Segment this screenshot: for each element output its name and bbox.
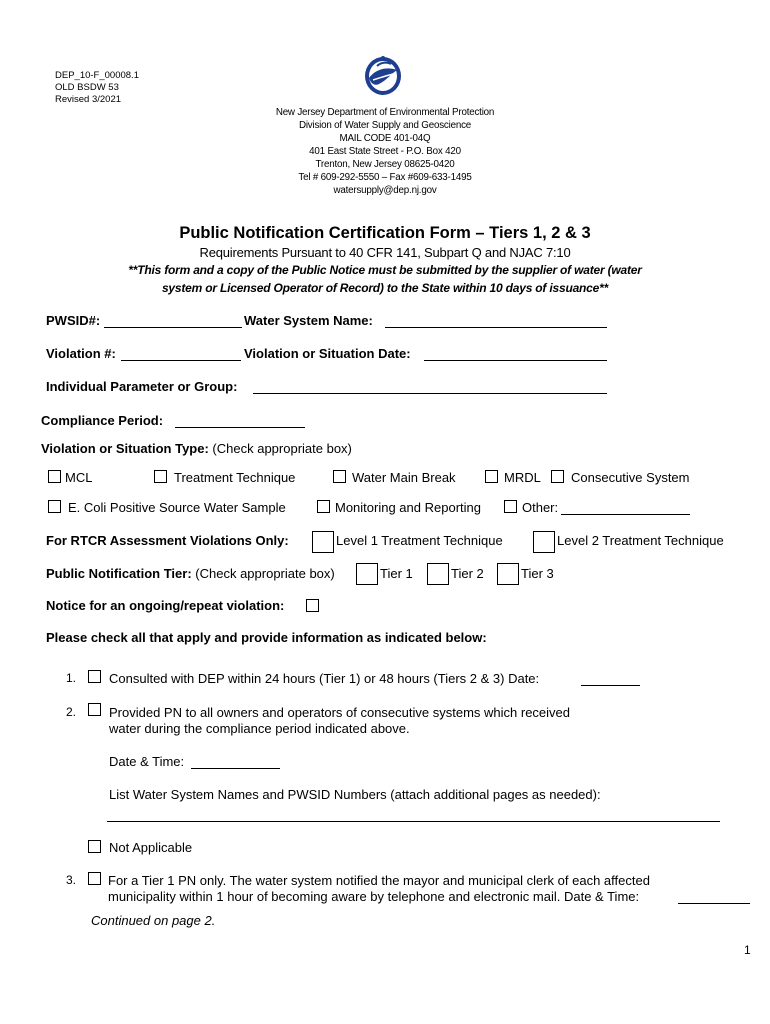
parameter-label: Individual Parameter or Group:	[46, 379, 238, 394]
pwsid-label: PWSID#:	[46, 313, 101, 328]
monitoring-reporting-label: Monitoring and Reporting	[335, 500, 481, 515]
mrdl-checkbox[interactable]	[485, 470, 498, 483]
item2-checkbox[interactable]	[88, 703, 101, 716]
ecoli-checkbox[interactable]	[48, 500, 61, 513]
mcl-label: MCL	[65, 470, 93, 485]
tier2-checkbox[interactable]	[427, 563, 449, 585]
pwsid-field[interactable]	[104, 316, 242, 328]
rtcr-level1-label: Level 1 Treatment Technique	[336, 533, 503, 548]
form-id: DEP_10-F_00008.1	[55, 70, 139, 81]
tier2-label: Tier 2	[451, 566, 484, 581]
item2-number: 2.	[66, 705, 77, 719]
mail-code: MAIL CODE 401-04Q	[339, 133, 431, 144]
submission-notice-line2: system or Licensed Operator of Record) to the State within 10 days of issuance**	[161, 281, 609, 295]
item1-checkbox[interactable]	[88, 670, 101, 683]
page-number: 1	[744, 943, 751, 957]
ongoing-violation-label: Notice for an ongoing/repeat violation:	[46, 598, 285, 613]
item2-list-field[interactable]	[107, 821, 720, 822]
contact-email: watersupply@dep.nj.gov	[333, 185, 437, 196]
rtcr-label: For RTCR Assessment Violations Only:	[46, 533, 289, 548]
revised-date: Revised 3/2021	[55, 94, 122, 105]
other-field[interactable]	[561, 503, 690, 515]
mcl-checkbox[interactable]	[48, 470, 61, 483]
mrdl-label: MRDL	[504, 470, 541, 485]
continued-note: Continued on page 2.	[91, 913, 216, 928]
not-applicable-label: Not Applicable	[109, 840, 193, 855]
compliance-period-label: Compliance Period:	[41, 413, 164, 428]
rtcr-level1-checkbox[interactable]	[312, 531, 334, 553]
instructions-text: Please check all that apply and provide information as indicated below:	[46, 630, 487, 645]
item2-text-line1: Provided PN to all owners and operators of consecutive systems which received	[109, 705, 570, 720]
parameter-field[interactable]	[253, 382, 607, 394]
not-applicable-checkbox[interactable]	[88, 840, 101, 853]
treatment-technique-label: Treatment Technique	[174, 470, 296, 485]
ongoing-violation-checkbox[interactable]	[306, 599, 319, 612]
violation-number-label: Violation #:	[46, 346, 116, 361]
tier3-checkbox[interactable]	[497, 563, 519, 585]
item1-number: 1.	[66, 671, 77, 685]
item3-number: 3.	[66, 873, 77, 887]
item2-text-line2: water during the compliance period indicated above.	[109, 721, 410, 736]
phone-fax: Tel # 609-292-5550 – Fax #609-633-1495	[298, 172, 472, 183]
pn-tier-heading: Public Notification Tier: (Check appropriate box)	[46, 566, 335, 581]
violation-date-label: Violation or Situation Date:	[244, 346, 411, 361]
consecutive-system-label: Consecutive System	[571, 470, 690, 485]
item3-text-line1: For a Tier 1 PN only. The water system notified the mayor and municipal clerk of each affected	[108, 873, 650, 888]
item1-text: Consulted with DEP within 24 hours (Tier 1) or 48 hours (Tiers 2 & 3) Date:	[109, 671, 540, 686]
city-address: Trenton, New Jersey 08625-0420	[315, 159, 455, 170]
monitoring-reporting-checkbox[interactable]	[317, 500, 330, 513]
nj-dep-logo-icon	[361, 52, 405, 98]
item2-list-label: List Water System Names and PWSID Numbers (attach additional pages as needed):	[109, 787, 601, 802]
item3-text-line2: municipality within 1 hour of becoming aware by telephone and electronic mail. Date & Time:	[108, 889, 640, 904]
item1-date-field[interactable]	[581, 674, 640, 686]
system-name-field[interactable]	[385, 316, 607, 328]
rtcr-level2-checkbox[interactable]	[533, 531, 555, 553]
agency-name: New Jersey Department of Environmental Protection	[275, 107, 495, 118]
water-main-break-label: Water Main Break	[352, 470, 456, 485]
violation-number-field[interactable]	[121, 349, 241, 361]
treatment-technique-checkbox[interactable]	[154, 470, 167, 483]
violation-date-field[interactable]	[424, 349, 607, 361]
system-name-label: Water System Name:	[244, 313, 373, 328]
ecoli-label: E. Coli Positive Source Water Sample	[68, 500, 286, 515]
other-checkbox[interactable]	[504, 500, 517, 513]
water-main-break-checkbox[interactable]	[333, 470, 346, 483]
tier1-label: Tier 1	[380, 566, 413, 581]
rtcr-level2-label: Level 2 Treatment Technique	[557, 533, 724, 548]
item3-date-time-field[interactable]	[678, 892, 750, 904]
tier3-label: Tier 3	[521, 566, 554, 581]
consecutive-system-checkbox[interactable]	[551, 470, 564, 483]
form-title: Public Notification Certification Form – Tiers 1, 2 & 3	[179, 224, 591, 242]
old-form-id: OLD BSDW 53	[55, 82, 119, 93]
tier1-checkbox[interactable]	[356, 563, 378, 585]
item2-date-time-field[interactable]	[191, 757, 280, 769]
division-name: Division of Water Supply and Geoscience	[298, 120, 472, 131]
item2-date-time-label: Date & Time:	[109, 754, 185, 769]
street-address: 401 East State Street - P.O. Box 420	[309, 146, 461, 157]
item3-checkbox[interactable]	[88, 872, 101, 885]
form-subtitle: Requirements Pursuant to 40 CFR 141, Subpart Q and NJAC 7:10	[199, 245, 571, 260]
compliance-period-field[interactable]	[175, 416, 305, 428]
violation-type-heading: Violation or Situation Type: (Check appropriate box)	[41, 441, 352, 456]
submission-notice-line1: **This form and a copy of the Public Notice must be submitted by the supplier of water (water	[128, 263, 642, 277]
other-label: Other:	[522, 500, 559, 515]
